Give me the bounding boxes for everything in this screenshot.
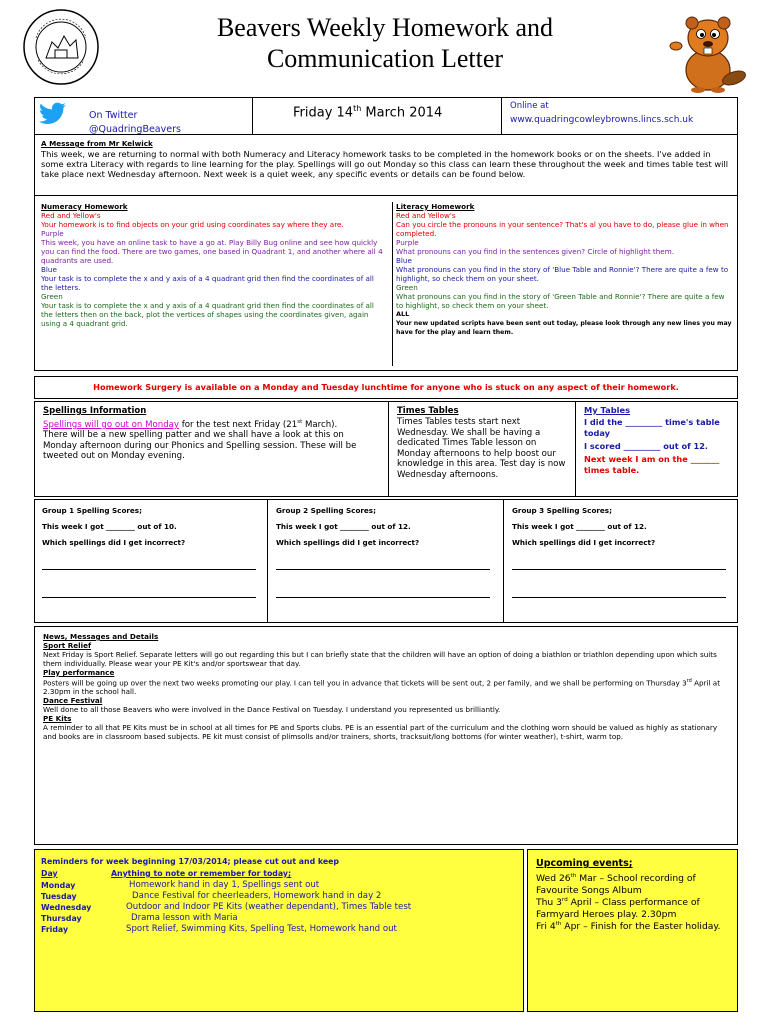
numeracy-groups: Red and Yellow's [41, 211, 101, 220]
homework-surgery-box [34, 376, 738, 399]
spellings-text: Spellings will go out on Monday for the test next Friday (21st March). There will be a new spelling patter and we shall have a look at this on Monday afternoon during our Phonics and Spelling session. These will be tweeted out on Monday evening. [43, 419, 357, 462]
literacy-groups: Red and Yellow's [396, 211, 456, 220]
upcoming-event: Wed 26th Mar – School recording of Favourite Songs Album [536, 873, 696, 896]
group-incorrect: Which spellings did I get incorrect? [42, 538, 186, 547]
literacy-heading: Literacy Homework [396, 202, 475, 211]
reminder-note: Dance Festival for cheerleaders, Homework hand in day 2 [132, 891, 382, 901]
page-title [130, 12, 640, 74]
numeracy-purple-label: Purple [41, 229, 64, 238]
upcoming-heading: Upcoming events; [536, 858, 633, 869]
reminders-col-day: Day [41, 869, 58, 878]
spellings-info-box [34, 401, 389, 497]
pe-heading: PE Kits [43, 714, 72, 724]
spellings-heading: Spellings Information [43, 406, 147, 416]
group-got: This week I got ________ out of 10. [42, 522, 177, 531]
numeracy-section [41, 202, 383, 328]
dance-heading: Dance Festival [43, 696, 103, 706]
twitter-label: On Twitter [89, 110, 138, 121]
literacy-all-task: Your new updated scripts have been sent out today, please look through any new lines you may have for the play and learn them. [396, 320, 732, 336]
literacy-purple-label: Purple [396, 238, 419, 247]
answer-line[interactable] [512, 597, 726, 598]
reminders-heading: Reminders for week beginning 17/03/2014; please cut out and keep [41, 857, 340, 866]
upcoming-event: Fri 4th Apr – Finish for the Easter holiday. [536, 921, 721, 933]
title-line-2: Communication Letter [266, 44, 504, 73]
title-line-1: Beavers Weekly Homework and [216, 13, 554, 42]
group-1-scores [34, 499, 268, 623]
literacy-red-task: Can you circle the pronouns in your sentence? That's al you have to do, please glue in when completed. [396, 220, 729, 238]
homework-box [34, 195, 738, 371]
group-got: This week I got ________ out of 12. [276, 522, 411, 531]
dance-text: Well done to all those Beavers who were involved in the Dance Festival on Tuesday. I understand you represented us brilliantly. [43, 705, 501, 715]
group-got: This week I got ________ out of 12. [512, 522, 647, 531]
times-tables-text: Times Tables tests start next Wednesday. We shall be having a dedicated Times Table lesson on Monday afternoons to help boost our knowledge in this area. Test day is now Wednesday afternoons. [397, 417, 566, 480]
reminder-day: Friday [41, 925, 69, 934]
reminder-note: Drama lesson with Maria [131, 913, 238, 923]
numeracy-blue-task: Your task is to complete the x and y axis of a 4 quadrant grid then find the coordinates of all the letters. [41, 274, 374, 292]
group-title: Group 3 Spelling Scores; [512, 506, 612, 515]
numeracy-blue-label: Blue [41, 265, 57, 274]
online-label: Online at [510, 101, 549, 111]
numeracy-purple-task: This week, you have an online task to have a go at. Play Billy Bug online and see how quickly you can find the food. There are two games, one based in Quadrant 1, and another where all 4 quadrants are used. [41, 238, 383, 265]
reminder-note: Outdoor and Indoor PE Kits (weather dependant), Times Table test [126, 902, 412, 912]
my-tables-box [575, 401, 738, 497]
news-heading: News, Messages and Details [43, 632, 159, 641]
issue-date: Friday 14th March 2014 [293, 104, 443, 121]
reminder-day: Tuesday [41, 892, 77, 901]
beaver-mascot [664, 6, 748, 94]
reminder-day: Wednesday [41, 903, 92, 912]
answer-line[interactable] [512, 569, 726, 570]
sport-relief-text: Next Friday is Sport Relief. Separate letters will go out regarding this but I can briefly state that the children will have an option of doing a biathlon or triathlon depending upon which suits them individually. Please wear your PE Kit's and/or sportswear that day. [43, 650, 717, 668]
my-tables-line1: I did the _________ time's table today [584, 417, 720, 438]
literacy-all-label: ALL [396, 310, 410, 318]
news-content [43, 632, 731, 741]
news-box [34, 626, 738, 845]
twitter-handle[interactable]: @QuadringBeavers [89, 124, 181, 135]
group-2-scores [268, 499, 502, 623]
answer-line[interactable] [42, 569, 256, 570]
twitter-box [34, 97, 253, 135]
upcoming-event: Thu 3rd April – Class performance of Farmyard Heroes play. 2.30pm [536, 897, 700, 920]
group-incorrect: Which spellings did I get incorrect? [512, 538, 656, 547]
homework-surgery-text: Homework Surgery is available on a Monday and Tuesday lunchtime for anyone who is stuck on any aspect of their homework. [93, 382, 679, 392]
my-tables-heading: My Tables [584, 405, 631, 415]
upcoming-events-box [527, 849, 738, 1012]
answer-line[interactable] [276, 597, 490, 598]
literacy-purple-task: What pronouns can you find in the sentences given? Circle of highlight them. [396, 247, 675, 256]
homework-divider [392, 202, 393, 366]
times-tables-box [388, 401, 576, 497]
message-text: This week, we are returning to normal with both Numeracy and Literacy homework tasks to be completed in the homework books or on the sheets. I've added in some extra Literacy with regards to line learning for the play. Spellings will go out Monday so this class can learn these throughout the week and times table test will take place next Wednesday afternoon. Next week is a quiet week, any specific events or details can be found below. [41, 149, 729, 179]
reminder-day: Thursday [41, 914, 82, 923]
reminders-box [34, 849, 524, 1012]
website-link[interactable]: www.quadringcowleybrowns.lincs.sch.uk [510, 115, 694, 125]
play-heading: Play performance [43, 668, 115, 677]
message-heading: A Message from Mr Kelwick [41, 139, 153, 148]
times-tables-heading: Times Tables [397, 406, 459, 416]
reminder-note: Sport Relief, Swimming Kits, Spelling Test, Homework hand out [126, 924, 397, 934]
my-tables-line2: I scored _________ out of 12. [584, 441, 709, 451]
reminder-note: Homework hand in day 1, Spellings sent out [129, 880, 320, 890]
group-title: Group 1 Spelling Scores; [42, 506, 142, 515]
literacy-green-task: What pronouns can you find in the story of 'Green Table and Ronnie'? There are quite a few to highlight, so check them on your sheet. [396, 292, 725, 310]
reminder-day: Monday [41, 881, 76, 890]
pe-text: A reminder to all that PE Kits must be in school at all times for PE and Sports clubs. PE is an essential part of the curriculum and the clothing worn should be valued as highly as stationary and books are in classroom based subjects. PE kit must consist of plimsolls and/or trainers, shorts, tracksuit/long bottoms (for winter weather), t-shirt, warm top. [43, 723, 718, 742]
literacy-section [396, 202, 732, 337]
numeracy-green-task: Your task is to complete the x and y axis of a 4 quadrant grid then find the coordinates of all the letters then on the back, plot the vertices of shapes using the coordinates given, again using a 4 quadrant grid. [41, 301, 374, 328]
group-incorrect: Which spellings did I get incorrect? [276, 538, 420, 547]
numeracy-green-label: Green [41, 292, 63, 301]
date-box [252, 97, 502, 135]
literacy-blue-task: What pronouns can you find in the story of 'Blue Table and Ronnie'? There are quite a few to highlight, so check them on your sheet. [396, 265, 729, 283]
twitter-bird-icon [39, 102, 67, 124]
group-title: Group 2 Spelling Scores; [276, 506, 376, 515]
website-box [501, 97, 738, 135]
numeracy-red-task: Your homework is to find objects on your grid using coordinates say where they are. [41, 220, 344, 229]
school-crest-logo [22, 8, 100, 86]
numeracy-heading: Numeracy Homework [41, 202, 128, 211]
my-tables-line3: Next week I am on the _______ times table. [584, 454, 720, 475]
literacy-green-label: Green [396, 283, 418, 292]
reminders-col-note: Anything to note or remember for today; [111, 869, 292, 878]
play-text: Posters will be going up over the next two weeks promoting our play. I can tell you in advance that tickets will be sent out, 2 per family, and we shall be performing on Thursday 3rd April at 2.30pm in the school hall. [43, 678, 721, 697]
sport-relief-heading: Sport Relief [43, 641, 92, 650]
group-3-scores [504, 499, 738, 623]
message-box [34, 134, 738, 196]
spellings-link[interactable]: Spellings will go out on Monday [43, 419, 180, 430]
answer-line[interactable] [276, 569, 490, 570]
answer-line[interactable] [42, 597, 256, 598]
literacy-blue-label: Blue [396, 256, 412, 265]
